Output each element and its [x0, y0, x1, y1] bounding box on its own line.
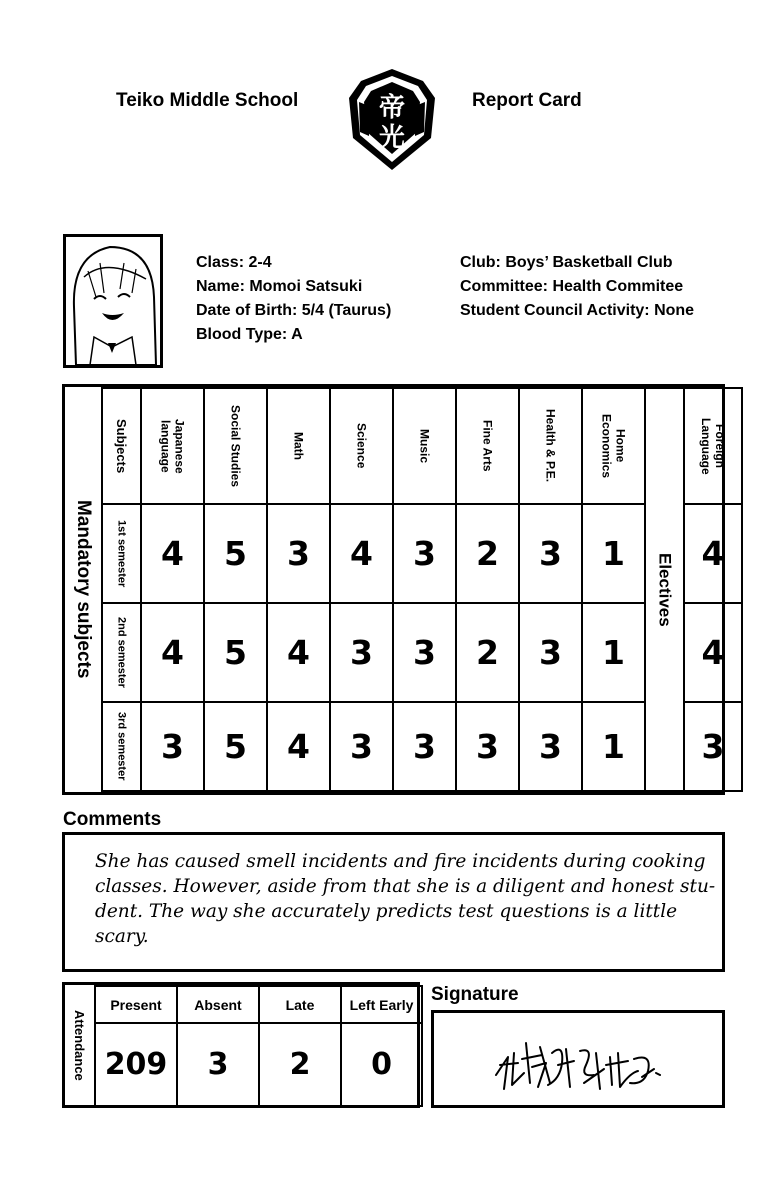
grade-cell: 4	[267, 702, 330, 791]
comment-line: scary.	[95, 926, 149, 947]
subject-math: Math	[291, 432, 306, 460]
subject-health-pe: Health & P.E.	[543, 409, 558, 483]
subject-music: Music	[417, 428, 432, 463]
signature-heading: Signature	[431, 984, 519, 1005]
grade-cell: 3	[393, 504, 456, 603]
committee-field: Committee: Health Commitee	[460, 278, 684, 295]
grades-table	[101, 387, 743, 792]
electives-label: Electives	[655, 552, 675, 627]
subject-foreign-language: Foreign Language	[699, 417, 727, 475]
crest-glyph-bottom: 光	[378, 123, 406, 153]
grade-cell: 3	[456, 702, 519, 791]
school-crest-emblem	[345, 66, 439, 174]
subject-fine-arts: Fine Arts	[480, 420, 495, 472]
grade-cell-elective: 3	[684, 702, 742, 791]
council-field: Student Council Activity: None	[460, 302, 695, 319]
grade-cell: 1	[582, 504, 645, 603]
semester-label-2: 2nd semester	[115, 617, 128, 688]
attendance-left-early-value: 0	[341, 1023, 422, 1106]
grade-cell: 2	[456, 504, 519, 603]
school-name: Teiko Middle School	[116, 90, 299, 111]
grade-cell: 2	[456, 603, 519, 702]
grade-cell: 3	[330, 702, 393, 791]
grade-cell: 4	[330, 504, 393, 603]
grade-cell: 3	[519, 702, 582, 791]
attendance-late-value: 2	[259, 1023, 341, 1106]
attendance-present-value: 209	[95, 1023, 177, 1106]
subject-japanese: Japanese language	[158, 418, 187, 474]
club-field: Club: Boys’ Basketball Club	[460, 254, 673, 271]
attendance-header-present: Present	[95, 986, 177, 1023]
grade-cell: 3	[393, 603, 456, 702]
grade-cell: 3	[519, 603, 582, 702]
semester-label-1: 1st semester	[115, 519, 128, 588]
grade-cell: 3	[519, 504, 582, 603]
crest-glyph-top: 帝	[378, 93, 406, 123]
grade-cell: 4	[141, 504, 204, 603]
attendance-header-absent: Absent	[177, 986, 259, 1023]
subject-science: Science	[354, 423, 369, 469]
grade-cell: 1	[582, 603, 645, 702]
grade-cell: 5	[204, 504, 267, 603]
signature-box	[431, 1010, 725, 1108]
grade-cell-elective: 4	[684, 504, 742, 603]
subject-social-studies: Social Studies	[228, 404, 243, 488]
grade-cell: 4	[141, 603, 204, 702]
attendance-absent-value: 3	[177, 1023, 259, 1106]
grade-cell: 5	[204, 702, 267, 791]
class-field: Class: 2-4	[196, 254, 272, 271]
birth-date-field: Date of Birth: 5/4 (Taurus)	[196, 302, 392, 319]
blood-type-field: Blood Type: A	[196, 326, 303, 343]
comment-line: She has caused smell incidents and fire incidents during cooking	[95, 851, 706, 872]
attendance-label: Attendance	[72, 1009, 87, 1081]
grade-cell: 5	[204, 603, 267, 702]
document-title: Report Card	[472, 90, 582, 111]
semester-label-3: 3rd semester	[115, 712, 128, 781]
attendance-header-left-early: Left Early	[341, 986, 422, 1023]
grade-cell: 3	[267, 504, 330, 603]
comment-line: dent. The way she accurately predicts test questions is a little	[95, 901, 678, 922]
name-field: Name: Momoi Satsuki	[196, 278, 363, 295]
attendance-header-late: Late	[259, 986, 341, 1023]
grade-cell-elective: 4	[684, 603, 742, 702]
subjects-header: Subjects	[114, 418, 129, 474]
student-portrait	[63, 234, 163, 368]
handwritten-signature	[434, 1013, 722, 1105]
grade-cell: 3	[141, 702, 204, 791]
grade-cell: 3	[330, 603, 393, 702]
comments-box	[62, 832, 725, 972]
grade-cell: 1	[582, 702, 645, 791]
comment-line: classes. However, aside from that she is a diligent and honest stu-	[95, 876, 716, 897]
grade-cell: 4	[267, 603, 330, 702]
grade-cell: 3	[393, 702, 456, 791]
mandatory-subjects-label: Mandatory subjects	[73, 500, 94, 679]
attendance-table	[94, 985, 423, 1107]
subject-home-economics: Home Economics	[599, 413, 628, 479]
comments-heading: Comments	[63, 809, 162, 830]
